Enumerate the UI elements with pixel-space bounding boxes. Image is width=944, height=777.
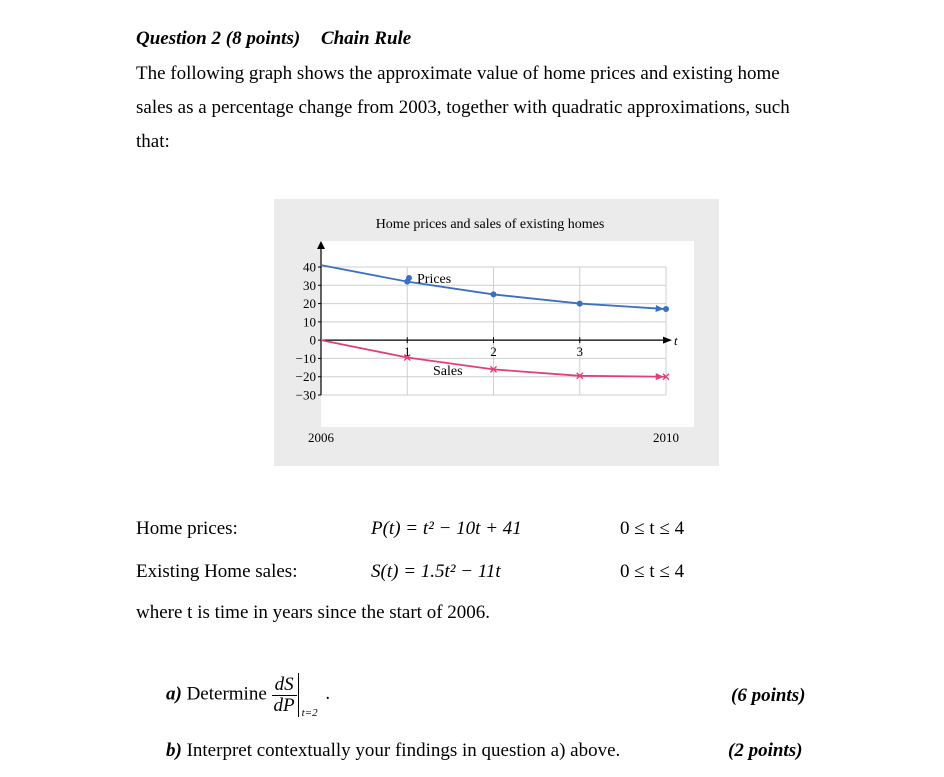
y-tick-label: 0 xyxy=(309,332,316,348)
part-b-points: (2 points) xyxy=(728,740,803,761)
chart-title: Home prices and sales of existing homes xyxy=(375,217,605,232)
part-b-text: Interpret contextually your findings in question a) above. xyxy=(186,740,621,761)
legend-sales-label: Sales xyxy=(433,364,463,379)
question-points: (8 points) xyxy=(225,28,301,49)
home-prices-chart xyxy=(274,199,719,466)
part-a-label: a) xyxy=(166,683,182,705)
series-point-prices xyxy=(577,301,583,307)
prices-equation xyxy=(371,518,522,540)
fraction-denominator: dP xyxy=(273,694,295,716)
y-tick-label: −10 xyxy=(295,350,316,366)
sales-rhs: = 1.5t² − 11t xyxy=(403,561,501,582)
y-tick-label: 30 xyxy=(303,277,316,293)
chart-svg xyxy=(274,199,719,466)
x-tick-label: 1 xyxy=(404,344,411,360)
y-tick-label: 40 xyxy=(303,259,316,275)
prices-label: Home prices: xyxy=(136,518,238,539)
derivative-fraction xyxy=(272,675,297,716)
intro-line-1: The following graph shows the approximate value of home prices and existing home xyxy=(136,63,780,84)
x-end-year-label: 2010 xyxy=(653,430,679,445)
legend-prices-marker xyxy=(406,275,412,281)
part-a-text: Determine xyxy=(186,683,267,705)
sales-equation xyxy=(371,561,501,583)
y-tick-label: −20 xyxy=(295,369,316,385)
x-axis-label: t xyxy=(674,333,678,349)
sales-label: Existing Home sales: xyxy=(136,561,298,582)
x-tick-label: 2 xyxy=(490,344,497,360)
x-tick-label: 3 xyxy=(576,344,583,360)
part-a: a) Determine $\frac{dS}{dP}$ t=2 . xyxy=(166,673,331,719)
y-tick-label: 10 xyxy=(303,314,316,330)
part-a-points: (6 points) xyxy=(731,685,806,706)
intro-line-2: sales as a percentage change from 2003, together with quadratic approximations, such xyxy=(136,97,790,118)
y-tick-label: −30 xyxy=(295,387,316,403)
plot-area xyxy=(321,241,694,427)
question-heading xyxy=(136,28,411,50)
fraction-numerator: dS xyxy=(272,675,297,696)
evaluation-bar xyxy=(298,673,318,719)
legend-prices-label: Prices xyxy=(417,272,452,287)
sales-domain: 0 ≤ t ≤ 4 xyxy=(620,561,685,582)
evaluation-subscript: t=2 xyxy=(301,707,318,719)
prices-lhs: P(t) xyxy=(371,518,401,539)
time-note: where t is time in years since the start of 2006. xyxy=(136,602,491,623)
y-tick-label: 20 xyxy=(303,296,316,312)
prices-rhs: = t² − 10t + 41 xyxy=(405,518,522,539)
question-topic: Chain Rule xyxy=(320,28,412,49)
intro-line-3: that: xyxy=(136,131,170,152)
prices-domain: 0 ≤ t ≤ 4 xyxy=(620,518,685,539)
series-point-prices xyxy=(491,291,497,297)
x-start-year-label: 2006 xyxy=(308,430,334,445)
part-b-label: b) xyxy=(166,740,182,761)
sales-lhs: S(t) xyxy=(371,561,399,582)
part-b xyxy=(166,740,620,762)
question-number: Question 2 xyxy=(136,28,221,49)
